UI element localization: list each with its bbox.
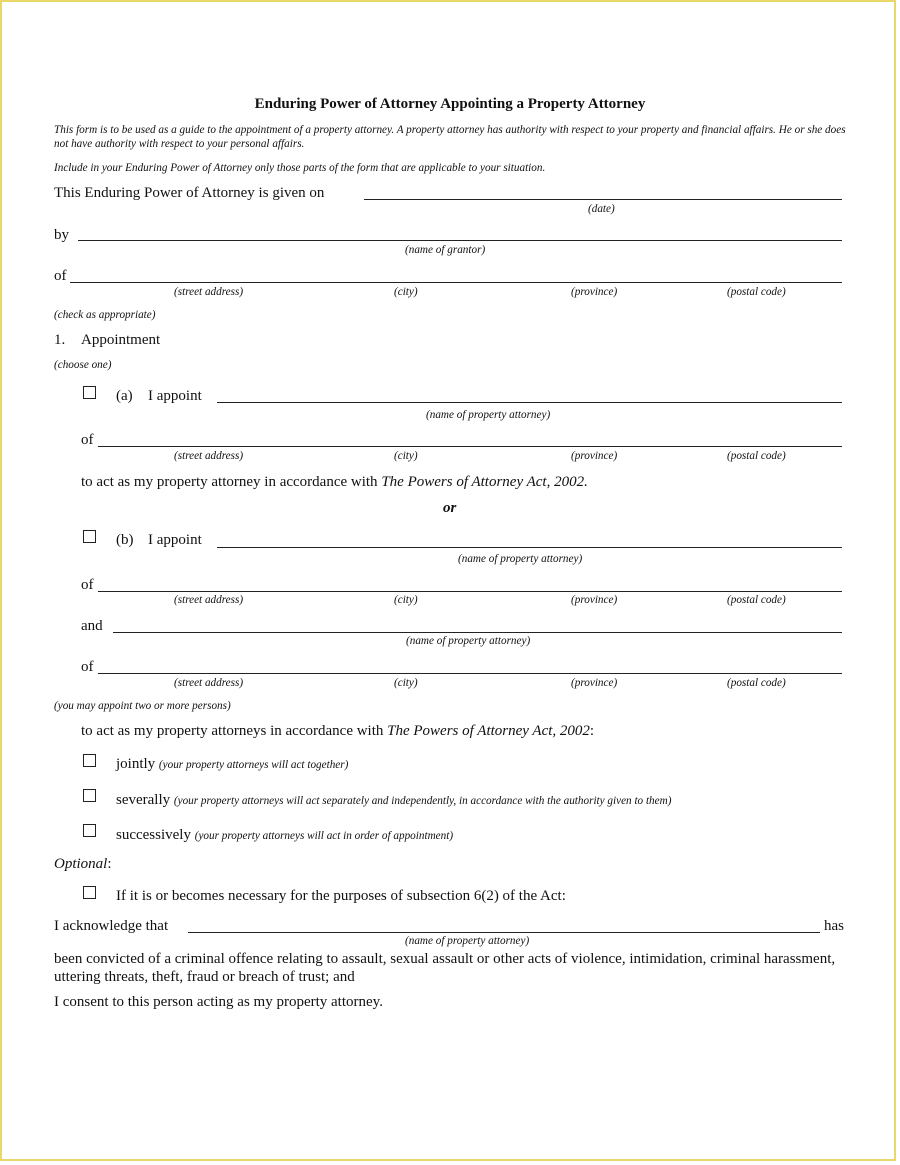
date-field[interactable] (364, 199, 842, 200)
form-title: Enduring Power of Attorney Appointing a Property Attorney (254, 96, 646, 112)
attorney-a-name-field[interactable] (217, 402, 842, 403)
city-caption: (city) (394, 286, 418, 298)
acknowledge-label: I acknowledge that (54, 918, 169, 934)
attorney-b1-of: of (81, 577, 94, 593)
choose-one-note: (choose one) (54, 359, 112, 371)
severally-checkbox[interactable] (83, 789, 96, 802)
successively-checkbox[interactable] (83, 824, 96, 837)
optional-text: If it is or becomes necessary for the purposes of subsection 6(2) of the Act: (116, 888, 566, 904)
province-caption: (province) (571, 677, 618, 689)
option-b-appoint: I appoint (148, 532, 202, 548)
option-b-label: (b) (116, 532, 134, 548)
city-caption: (city) (394, 677, 418, 689)
street-caption: (street address) (174, 677, 244, 689)
attorney-a-address-field[interactable] (98, 446, 842, 447)
attorney-b2-name-field[interactable] (113, 632, 842, 633)
attorney-b2-of: of (81, 659, 94, 675)
attorney-b1-caption: (name of property attorney) (458, 553, 583, 565)
postal-caption: (postal code) (727, 286, 786, 298)
colon: : (107, 856, 112, 872)
consent-statement: I consent to this person acting as my property attorney. (54, 994, 383, 1010)
act-name: The Powers of Attorney Act, 2002 (387, 723, 590, 739)
option-a-checkbox[interactable] (83, 386, 96, 399)
convicted-paragraph: been convicted of a criminal offence relating to assault, sexual assault or other acts of violence, intimidation, criminal harassment, uttering threats, theft, fraud or breach of trust; and (54, 951, 836, 985)
option-a-label: (a) (116, 388, 133, 404)
street-caption: (street address) (174, 594, 244, 606)
grantor-name-field[interactable] (78, 240, 842, 241)
severally-note: (your property attorneys will act separately and independently, in accordance with the authority given to them) (173, 795, 672, 807)
jointly-option (116, 756, 348, 773)
section-title: Appointment (81, 332, 161, 348)
to-act-text: to act as my property attorney in accordance with (81, 474, 382, 490)
successively-note: (your property attorneys will act in order of appointment) (194, 830, 454, 842)
date-caption: (date) (588, 203, 615, 215)
street-caption: (street address) (174, 286, 244, 298)
jointly-label: jointly (116, 756, 156, 772)
postal-caption: (postal code) (727, 450, 786, 462)
to-act-single (81, 474, 588, 491)
to-act-plural-text: to act as my property attorneys in accordance with (81, 723, 388, 739)
of-label: of (54, 268, 67, 284)
intro-note: Include in your Enduring Power of Attorney only those parts of the form that are applicable to your situation. (54, 162, 546, 174)
postal-caption: (postal code) (727, 677, 786, 689)
option-b-checkbox[interactable] (83, 530, 96, 543)
street-caption: (street address) (174, 450, 244, 462)
to-act-plural (81, 723, 594, 740)
city-caption: (city) (394, 594, 418, 606)
given-on-label: This Enduring Power of Attorney is given on (54, 185, 325, 201)
province-caption: (province) (571, 450, 618, 462)
intro-paragraph: This form is to be used as a guide to the appointment of a property attorney. A property attorney has authority with respect to your property and financial affairs. He or she does not have authority with respect to your personal affairs. (54, 124, 846, 150)
attorney-b1-name-field[interactable] (217, 547, 842, 548)
has-label: has (824, 918, 844, 934)
optional-label: Optional (54, 856, 108, 872)
attorney-b2-caption: (name of property attorney) (406, 635, 531, 647)
section-number: 1. (54, 332, 66, 348)
grantor-address-field[interactable] (70, 282, 842, 283)
by-label: by (54, 227, 69, 243)
province-caption: (province) (571, 286, 618, 298)
act-name: The Powers of Attorney Act, 2002 (381, 474, 585, 490)
two-or-more-note: (you may appoint two or more persons) (54, 700, 231, 712)
period: . (584, 474, 588, 490)
or-separator: or (443, 500, 457, 516)
and-label: and (81, 618, 103, 634)
attorney-b2-address-field[interactable] (98, 673, 842, 674)
acknowledge-caption: (name of property attorney) (405, 935, 530, 947)
acknowledge-name-field[interactable] (188, 932, 820, 933)
optional-heading (54, 856, 112, 873)
severally-label: severally (116, 792, 171, 808)
province-caption: (province) (571, 594, 618, 606)
successively-label: successively (116, 827, 191, 843)
jointly-checkbox[interactable] (83, 754, 96, 767)
city-caption: (city) (394, 450, 418, 462)
severally-option (116, 792, 671, 809)
optional-checkbox[interactable] (83, 886, 96, 899)
attorney-b1-address-field[interactable] (98, 591, 842, 592)
check-note: (check as appropriate) (54, 309, 156, 321)
colon: : (589, 723, 595, 739)
jointly-note: (your property attorneys will act together) (158, 759, 349, 771)
postal-caption: (postal code) (727, 594, 786, 606)
grantor-caption: (name of grantor) (405, 244, 486, 256)
successively-option (116, 827, 453, 844)
attorney-a-caption: (name of property attorney) (426, 409, 551, 421)
option-a-appoint: I appoint (148, 388, 202, 404)
attorney-a-of: of (81, 432, 94, 448)
